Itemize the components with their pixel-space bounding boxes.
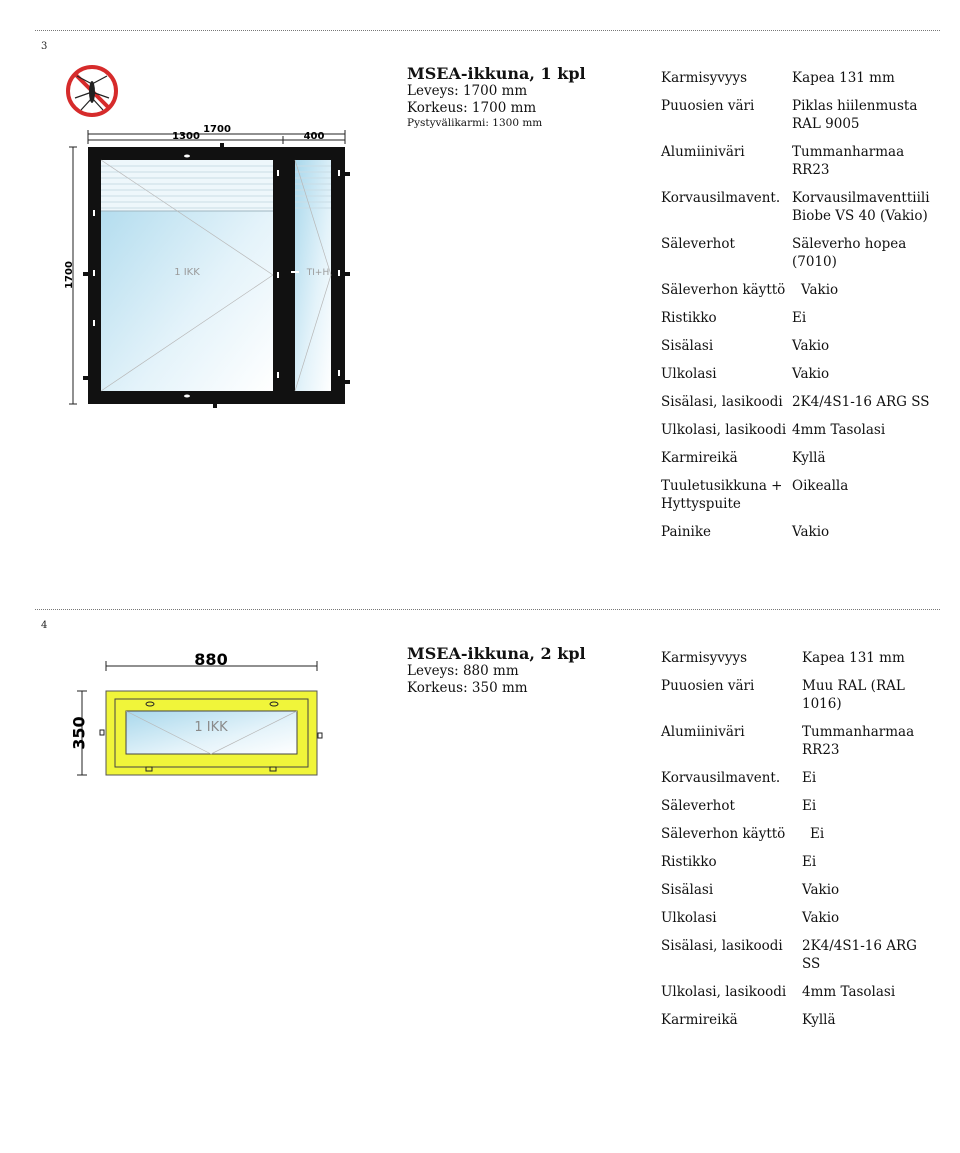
spec-value: 4mm Tasolasi bbox=[792, 422, 886, 438]
spec-row bbox=[655, 769, 937, 797]
spec-key: Puuosien väri bbox=[661, 98, 755, 114]
spec-value: Vakio bbox=[802, 882, 840, 898]
width-label: 880 bbox=[194, 650, 228, 669]
spec-value: Kapea 131 mm bbox=[792, 70, 895, 86]
right-width-label: 400 bbox=[303, 131, 325, 142]
spec-key: Säleverhon käyttö bbox=[661, 282, 786, 298]
spec-row bbox=[655, 143, 937, 189]
sash-label-right: TI+H bbox=[306, 268, 330, 278]
window-drawing-1 bbox=[55, 60, 365, 412]
spec-row bbox=[655, 853, 937, 881]
height-line: Korkeus: 1700 mm bbox=[407, 100, 537, 116]
spec-value: Piklas hiilenmusta RAL 9005 bbox=[792, 98, 918, 132]
spec-key: Alumiiniväri bbox=[661, 724, 745, 740]
spec-value: Vakio bbox=[792, 338, 830, 354]
spec-row bbox=[655, 235, 937, 281]
separator-line bbox=[35, 609, 940, 610]
spec-key: Alumiiniväri bbox=[661, 144, 745, 160]
spec-row bbox=[655, 421, 937, 449]
height-line: Korkeus: 350 mm bbox=[407, 680, 528, 696]
spec-row bbox=[655, 337, 937, 365]
spec-key: Karmisyvyys bbox=[661, 70, 748, 86]
spec-value: Kyllä bbox=[802, 1012, 836, 1028]
spec-row bbox=[655, 97, 937, 143]
spec-value: Ei bbox=[802, 770, 817, 786]
spec-row bbox=[655, 723, 937, 769]
spec-row bbox=[655, 281, 937, 309]
item-number: 3 bbox=[41, 41, 48, 52]
item-title: MSEA-ikkuna, 2 kpl bbox=[407, 644, 586, 663]
spec-value: Vakio bbox=[802, 910, 840, 926]
spec-key: Painike bbox=[661, 524, 712, 540]
spec-key: Ulkolasi, lasikoodi bbox=[661, 984, 787, 1000]
spec-key: Sisälasi bbox=[661, 882, 714, 898]
spec-row bbox=[655, 1011, 937, 1039]
mosquito-net-icon bbox=[68, 67, 116, 115]
spec-key: Sisälasi bbox=[661, 338, 714, 354]
spec-key: Karmireikä bbox=[661, 450, 738, 466]
spec-value: Tummanharmaa RR23 bbox=[802, 724, 915, 758]
spec-row bbox=[655, 523, 937, 551]
spec-value: Kyllä bbox=[792, 450, 826, 466]
height-label: 350 bbox=[69, 716, 89, 750]
spec-value: Muu RAL (RAL 1016) bbox=[802, 678, 905, 712]
width-line: Leveys: 880 mm bbox=[407, 663, 519, 679]
spec-row bbox=[655, 797, 937, 825]
item-title: MSEA-ikkuna, 1 kpl bbox=[407, 64, 586, 83]
overall-width-label: 1700 bbox=[203, 124, 231, 135]
spec-row bbox=[655, 677, 937, 723]
mullion-line: Pystyvälikarmi: 1300 mm bbox=[407, 117, 543, 129]
item-number: 4 bbox=[41, 620, 48, 631]
specs-table-1 bbox=[655, 69, 937, 551]
spec-value: Vakio bbox=[792, 524, 830, 540]
spec-value: Ei bbox=[810, 826, 825, 842]
spec-key: Säleverhon käyttö bbox=[661, 826, 786, 842]
spec-row bbox=[655, 937, 937, 983]
sash-label: 1 IKK bbox=[194, 720, 228, 735]
width-line: Leveys: 1700 mm bbox=[407, 83, 528, 99]
spec-value: 4mm Tasolasi bbox=[802, 984, 896, 1000]
spec-value: 2K4/4S1-16 ARG SS bbox=[802, 938, 917, 972]
spec-key: Puuosien väri bbox=[661, 678, 755, 694]
spec-value: 2K4/4S1-16 ARG SS bbox=[792, 394, 930, 410]
specs-table-2 bbox=[655, 649, 937, 1039]
spec-value: Tummanharmaa RR23 bbox=[792, 144, 905, 178]
spec-key: Ulkolasi bbox=[661, 366, 717, 382]
spec-key: Karmireikä bbox=[661, 1012, 738, 1028]
spec-key: Ulkolasi bbox=[661, 910, 717, 926]
spec-row bbox=[655, 881, 937, 909]
spec-row bbox=[655, 825, 937, 853]
spec-value: Oikealla bbox=[792, 478, 849, 494]
spec-key: Karmisyvyys bbox=[661, 650, 748, 666]
sash-label-left: 1 IKK bbox=[174, 267, 200, 278]
spec-value: Vakio bbox=[792, 366, 830, 382]
spec-row bbox=[655, 309, 937, 337]
separator-line bbox=[35, 30, 940, 31]
spec-key: Sisälasi, lasikoodi bbox=[661, 394, 783, 410]
spec-row bbox=[655, 649, 937, 677]
height-label: 1700 bbox=[64, 261, 75, 289]
spec-value: Ei bbox=[802, 854, 817, 870]
spec-key: Ristikko bbox=[661, 310, 717, 326]
spec-value: Ei bbox=[792, 310, 807, 326]
spec-key: Korvausilmavent. bbox=[661, 770, 781, 786]
window-drawing-2 bbox=[60, 645, 340, 785]
spec-key: Säleverhot bbox=[661, 798, 735, 814]
spec-row bbox=[655, 449, 937, 477]
spec-row bbox=[655, 365, 937, 393]
spec-row bbox=[655, 393, 937, 421]
spec-row bbox=[655, 983, 937, 1011]
spec-key: Tuuletusikkuna + Hyttyspuite bbox=[661, 478, 783, 512]
spec-key: Sisälasi, lasikoodi bbox=[661, 938, 783, 954]
spec-key: Säleverhot bbox=[661, 236, 735, 252]
spec-row bbox=[655, 909, 937, 937]
spec-row bbox=[655, 189, 937, 235]
spec-value: Ei bbox=[802, 798, 817, 814]
spec-value: Säleverho hopea (7010) bbox=[792, 236, 907, 270]
spec-row bbox=[655, 69, 937, 97]
spec-key: Ulkolasi, lasikoodi bbox=[661, 422, 787, 438]
spec-row bbox=[655, 477, 937, 523]
spec-value: Korvausilmaventtiili Biobe VS 40 (Vakio) bbox=[792, 190, 930, 224]
spec-key: Korvausilmavent. bbox=[661, 190, 781, 206]
left-width-label: 1300 bbox=[172, 131, 200, 142]
spec-value: Vakio bbox=[801, 282, 839, 298]
spec-key: Ristikko bbox=[661, 854, 717, 870]
spec-value: Kapea 131 mm bbox=[802, 650, 905, 666]
